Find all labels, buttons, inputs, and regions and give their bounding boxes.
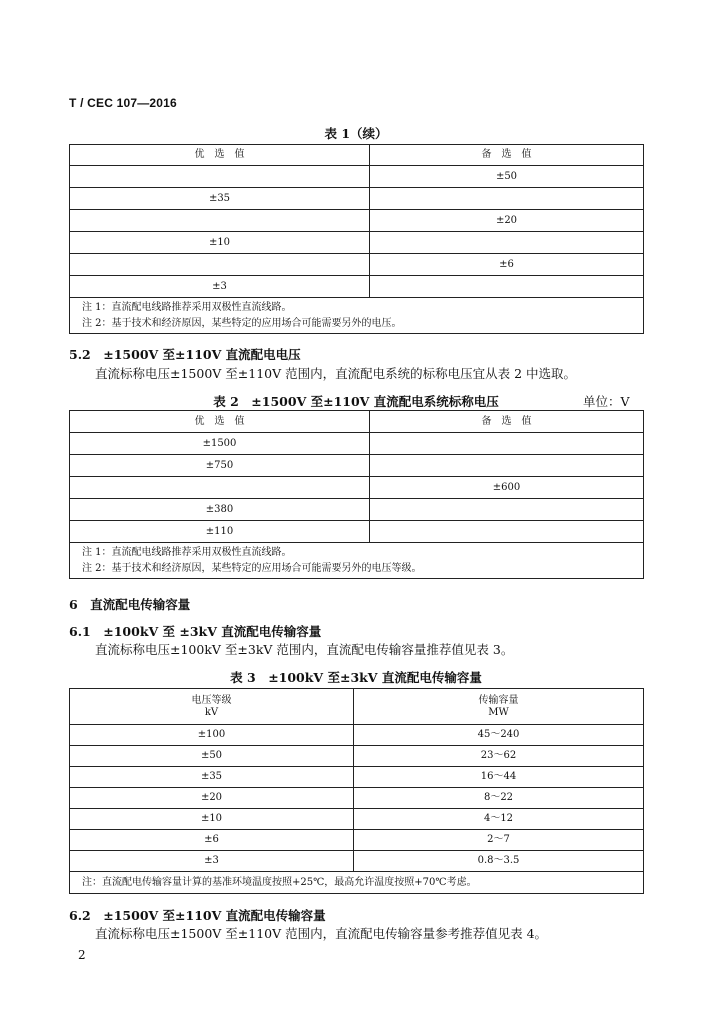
table-cell bbox=[370, 232, 644, 254]
table1-col-alternative: 备 选 值 bbox=[370, 145, 644, 166]
table1-col-preferred: 优 选 值 bbox=[70, 145, 370, 166]
document-header-id: T / CEC 107—2016 bbox=[69, 96, 177, 110]
table3-col-voltage bbox=[70, 689, 354, 725]
table-row bbox=[70, 809, 644, 830]
table1-notes bbox=[70, 298, 644, 334]
table2-notes-row bbox=[70, 543, 644, 579]
table3 bbox=[69, 688, 644, 894]
table-cell: 0.8～3.5 bbox=[354, 851, 644, 872]
table-cell: ±100 bbox=[70, 725, 354, 746]
table-cell bbox=[70, 166, 370, 188]
section-6-1-heading: 6.1 ±100kV 至 ±3kV 直流配电传输容量 bbox=[69, 624, 322, 639]
table1-notes-row bbox=[70, 298, 644, 334]
table-cell: ±3 bbox=[70, 276, 370, 298]
table-cell: 8～22 bbox=[354, 788, 644, 809]
section-6-2-text: 直流标称电压±1500V 至±110V 范围内，直流配电传输容量参考推荐值见表 4。 bbox=[95, 926, 548, 941]
section-6-2-heading: 6.2 ±1500V 至±110V 直流配电传输容量 bbox=[69, 908, 326, 923]
table-cell: ±10 bbox=[70, 232, 370, 254]
table-row bbox=[70, 851, 644, 872]
table2-notes bbox=[70, 543, 644, 579]
table-cell: 2～7 bbox=[354, 830, 644, 851]
table3-col-capacity bbox=[354, 689, 644, 725]
table-cell bbox=[70, 210, 370, 232]
table-cell: ±10 bbox=[70, 809, 354, 830]
table-row bbox=[70, 232, 644, 254]
table1 bbox=[69, 144, 644, 334]
table-cell: 23～62 bbox=[354, 746, 644, 767]
table3-col-voltage-unit: kV bbox=[204, 706, 219, 718]
table-cell: ±600 bbox=[370, 477, 644, 499]
table2-header-row bbox=[70, 411, 644, 433]
table-row bbox=[70, 188, 644, 210]
table-cell: ±35 bbox=[70, 767, 354, 788]
table-row bbox=[70, 455, 644, 477]
table-cell: ±380 bbox=[70, 499, 370, 521]
table-row bbox=[70, 210, 644, 232]
table-row bbox=[70, 433, 644, 455]
table3-caption: 表 3 ±100kV 至±3kV 直流配电传输容量 bbox=[230, 670, 482, 685]
table3-notes-row bbox=[70, 872, 644, 894]
table-row bbox=[70, 166, 644, 188]
table-cell: ±3 bbox=[70, 851, 354, 872]
table-cell bbox=[370, 455, 644, 477]
table1-caption: 表 1（续） bbox=[324, 126, 388, 141]
table-cell: ±20 bbox=[370, 210, 644, 232]
table-cell bbox=[70, 477, 370, 499]
table-cell: ±110 bbox=[70, 521, 370, 543]
table-cell: 4～12 bbox=[354, 809, 644, 830]
table-cell bbox=[370, 499, 644, 521]
table-cell: ±35 bbox=[70, 188, 370, 210]
table-cell: ±6 bbox=[370, 254, 644, 276]
table-row bbox=[70, 746, 644, 767]
table2-caption: 表 2 ±1500V 至±110V 直流配电系统标称电压 bbox=[213, 394, 499, 409]
page-number: 2 bbox=[78, 948, 86, 962]
table2-col-preferred: 优 选 值 bbox=[70, 411, 370, 433]
section-5-2-heading: 5.2 ±1500V 至±110V 直流配电电压 bbox=[69, 347, 301, 362]
table-cell bbox=[70, 254, 370, 276]
table1-note-2: 注 2：基于技术和经济原因，某些特定的应用场合可能需要另外的电压。 bbox=[82, 317, 402, 329]
table2-note-2: 注 2：基于技术和经济原因，某些特定的应用场合可能需要另外的电压等级。 bbox=[82, 562, 422, 574]
table-row bbox=[70, 499, 644, 521]
section-6-heading: 6 直流配电传输容量 bbox=[69, 597, 191, 612]
table3-col-capacity-unit: MW bbox=[488, 706, 509, 718]
table-cell bbox=[370, 276, 644, 298]
table3-header-row bbox=[70, 689, 644, 725]
table-cell: ±6 bbox=[70, 830, 354, 851]
table-cell: ±1500 bbox=[70, 433, 370, 455]
table2-note-1: 注 1：直流配电线路推荐采用双极性直流线路。 bbox=[82, 547, 292, 558]
table-row bbox=[70, 788, 644, 809]
table-cell: 16～44 bbox=[354, 767, 644, 788]
table2 bbox=[69, 410, 644, 579]
table-cell bbox=[370, 521, 644, 543]
table-row bbox=[70, 767, 644, 788]
table-cell bbox=[370, 433, 644, 455]
table-cell: 45～240 bbox=[354, 725, 644, 746]
table-row bbox=[70, 725, 644, 746]
table1-note-1: 注 1：直流配电线路推荐采用双极性直流线路。 bbox=[82, 302, 292, 313]
table-cell: ±20 bbox=[70, 788, 354, 809]
table1-header-row bbox=[70, 145, 644, 166]
table-cell bbox=[370, 188, 644, 210]
section-6-1-text: 直流标称电压±100kV 至±3kV 范围内，直流配电传输容量推荐值见表 3。 bbox=[95, 642, 514, 657]
section-5-2-text: 直流标称电压±1500V 至±110V 范围内，直流配电系统的标称电压宜从表 2 中选取。 bbox=[95, 366, 577, 381]
table-row bbox=[70, 477, 644, 499]
table-cell: ±50 bbox=[70, 746, 354, 767]
table2-unit: 单位：V bbox=[583, 394, 630, 409]
table-row bbox=[70, 521, 644, 543]
table3-note: 注：直流配电传输容量计算的基准环境温度按照+25℃，最高允许温度按照+70℃考虑。 bbox=[70, 872, 644, 894]
table-row bbox=[70, 254, 644, 276]
table-cell: ±50 bbox=[370, 166, 644, 188]
table3-col-voltage-label: 电压等级 bbox=[191, 695, 232, 706]
table3-col-capacity-label: 传输容量 bbox=[478, 695, 519, 706]
table-cell: ±750 bbox=[70, 455, 370, 477]
table-row bbox=[70, 830, 644, 851]
table2-col-alternative: 备 选 值 bbox=[370, 411, 644, 433]
table-row bbox=[70, 276, 644, 298]
